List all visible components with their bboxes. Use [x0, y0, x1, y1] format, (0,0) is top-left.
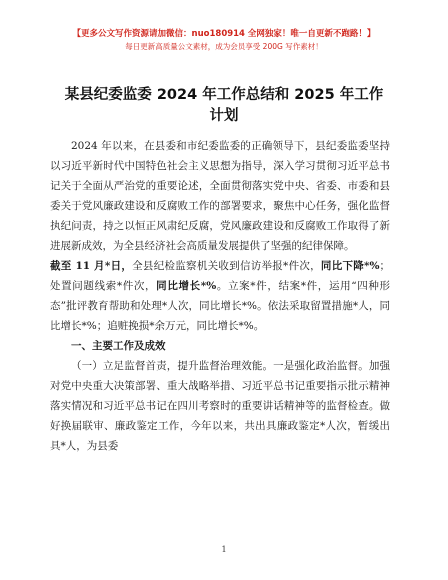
stats-lead: 截至 11 月*日， [50, 260, 133, 272]
stats-text-a: 全县纪检监察机关收到信访举报*件次， [132, 260, 321, 272]
statistics-paragraph [50, 256, 390, 336]
stats-text-f: 结案*件， [278, 280, 329, 292]
stats-text-b: 同比下降*% [320, 260, 380, 272]
stats-text-c: ；处置问题线索*件次， [50, 260, 391, 292]
document-title: 某县纪委监委 2024 年工作总结和 2025 年工作计划 [64, 87, 384, 124]
page-number: 1 [221, 545, 227, 554]
stats-text-e: 。立案*件， [216, 280, 279, 292]
stats-text-g: 运用“四种形态”批评教育帮助和处理*人次，同比增长*%。依法采取留置措施*人，同比增长*%；追赃挽损*余万元，同比增长*%。 [50, 280, 391, 332]
section-heading-1: 一、主要工作及成效 [71, 340, 166, 352]
promo-line-1: 【更多公文写作资源请加微信：nuo180914 全网独家！唯一自更新不跑路！】 [72, 29, 376, 39]
section-1-paragraph: （一）立足监督首责，提升监督治理效能。一是强化政治监督。加强对党中央重大决策部署、重大战略举措、习近平总书记重要指示批示精神落实情况和习近平总书记在四川考察时的重要讲话精神等的监督检查。做好换届联审、廉政鉴定工作，今年以来，共出具廉政鉴定*人次，暂缓出具*人，为县委 [50, 360, 390, 452]
document-body [50, 136, 390, 456]
promo-banner [0, 28, 448, 52]
promo-line-2: 每日更新高质量公文素材，成为会员享受 200G 写作素材！ [125, 42, 323, 51]
stats-text-d: 同比增长*% [156, 280, 217, 292]
intro-paragraph: 2024 年以来，在县委和市纪委监委的正确领导下，县纪委监委坚持以习近平新时代中国特色社会主义思想为指导，深入学习贯彻习近平总书记关于全面从严治党的重要论述，全面贯彻落实党中央、省委、市委和县委关于党风廉政建设和反腐败工作的部署要求，聚焦中心任务，强化监督执纪问责，持之以恒正风肃纪反腐，党风廉政建设和反腐败工作取得了新进展新成效，为全县经济社会高质量发展提供了坚强的纪律保障。 [50, 140, 390, 252]
